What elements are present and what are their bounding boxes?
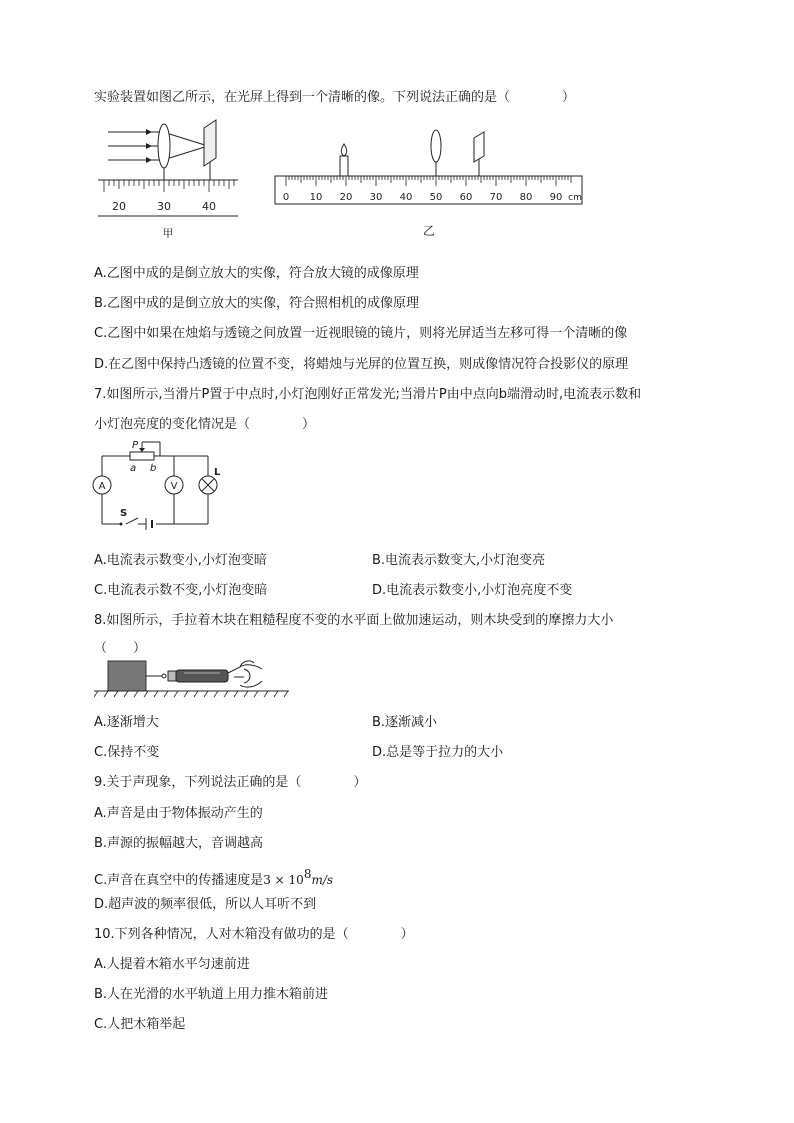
q10-option-a: A.人提着木箱水平匀速前进 bbox=[94, 957, 250, 972]
figure-jia-lens-setup bbox=[96, 118, 246, 243]
figure-circuit bbox=[90, 438, 225, 530]
q8-stem-line1: 8.如图所示，手拉着木块在粗糙程度不变的水平面上做加速运动，则木块受到的摩擦力大小 bbox=[94, 613, 614, 628]
q10-option-c: C.人把木箱举起 bbox=[94, 1017, 186, 1032]
figure-block-pulling bbox=[94, 655, 289, 700]
q7-stem-line2: 小灯泡亮度的变化情况是（ ） bbox=[94, 417, 316, 432]
jia-tick-30: 30 bbox=[157, 200, 171, 213]
q10-stem: 10.下列各种情况，人对木箱没有做功的是（ ） bbox=[94, 927, 414, 942]
q9-option-c-unit: m/s bbox=[311, 873, 334, 887]
ammeter-label: A bbox=[98, 481, 106, 492]
yi-caption: 乙 bbox=[422, 224, 436, 238]
q7-stem-line1: 7.如图所示,当滑片P置于中点时,小灯泡刚好正常发光;当滑片P由中点向b端滑动时,电流表示数和 bbox=[94, 387, 642, 402]
q9-option-c bbox=[94, 866, 333, 889]
yi-tick-10: 10 bbox=[309, 192, 323, 203]
q6-stem: 实验装置如图乙所示，在光屏上得到一个清晰的像。下列说法正确的是（ ） bbox=[94, 90, 576, 105]
q8-option-b: B.逐渐减小 bbox=[372, 715, 438, 730]
q10-option-b: B.人在光滑的水平轨道上用力推木箱前进 bbox=[94, 987, 329, 1002]
figure-yi-optical-bench bbox=[272, 128, 590, 243]
q9-option-d: D.超声波的频率很低，所以人耳听不到 bbox=[94, 897, 317, 912]
q6-option-a: A.乙图中成的是倒立放大的实像，符合放大镜的成像原理 bbox=[94, 266, 419, 281]
q9-option-c-value: 3 × 10 bbox=[263, 873, 304, 887]
q8-option-d: D.总是等于拉力的大小 bbox=[372, 745, 504, 760]
yi-tick-70: 70 bbox=[489, 192, 503, 203]
yi-tick-60: 60 bbox=[459, 192, 473, 203]
q8-option-c: C.保持不变 bbox=[94, 745, 160, 760]
label-a: a bbox=[130, 463, 137, 474]
jia-tick-40: 40 bbox=[202, 200, 216, 213]
jia-caption: 甲 bbox=[162, 227, 174, 240]
q7-option-c: C.电流表示数不变,小灯泡变暗 bbox=[94, 583, 268, 598]
label-p: P bbox=[132, 440, 139, 451]
yi-tick-30: 30 bbox=[369, 192, 383, 203]
q8-option-a: A.逐渐增大 bbox=[94, 715, 159, 730]
q9-option-c-exponent: 8 bbox=[303, 867, 312, 881]
q9-option-c-prefix: C.声音在真空中的传播速度是 bbox=[94, 873, 264, 888]
yi-tick-40: 40 bbox=[399, 192, 413, 203]
voltmeter-label: V bbox=[170, 481, 178, 492]
switch-label: S bbox=[120, 508, 128, 519]
q7-option-d: D.电流表示数变小,小灯泡亮度不变 bbox=[372, 583, 573, 598]
q7-option-a: A.电流表示数变小,小灯泡变暗 bbox=[94, 553, 267, 568]
jia-tick-20: 20 bbox=[112, 200, 126, 213]
q6-option-c: C.乙图中如果在烛焰与透镜之间放置一近视眼镜的镜片，则将光屏适当左移可得一个清晰的像 bbox=[94, 326, 628, 341]
label-b: b bbox=[150, 463, 157, 474]
yi-tick-20: 20 bbox=[339, 192, 353, 203]
yi-tick-0: 0 bbox=[282, 192, 290, 203]
lamp-label: L bbox=[214, 467, 221, 478]
yi-unit: cm bbox=[568, 193, 582, 203]
q9-option-a: A.声音是由于物体振动产生的 bbox=[94, 806, 263, 821]
yi-tick-80: 80 bbox=[519, 192, 533, 203]
q9-stem: 9.关于声现象，下列说法正确的是（ ） bbox=[94, 775, 367, 790]
q8-stem-line2: （ ） bbox=[94, 641, 147, 656]
q7-option-b: B.电流表示数变大,小灯泡变亮 bbox=[372, 553, 546, 568]
yi-tick-50: 50 bbox=[429, 192, 443, 203]
yi-tick-90: 90 bbox=[549, 192, 563, 203]
q6-option-d: D.在乙图中保持凸透镜的位置不变，将蜡烛与光屏的位置互换，则成像情况符合投影仪的原理 bbox=[94, 357, 629, 372]
q6-option-b: B.乙图中成的是倒立放大的实像，符合照相机的成像原理 bbox=[94, 296, 420, 311]
q9-option-b: B.声源的振幅越大，音调越高 bbox=[94, 836, 264, 851]
